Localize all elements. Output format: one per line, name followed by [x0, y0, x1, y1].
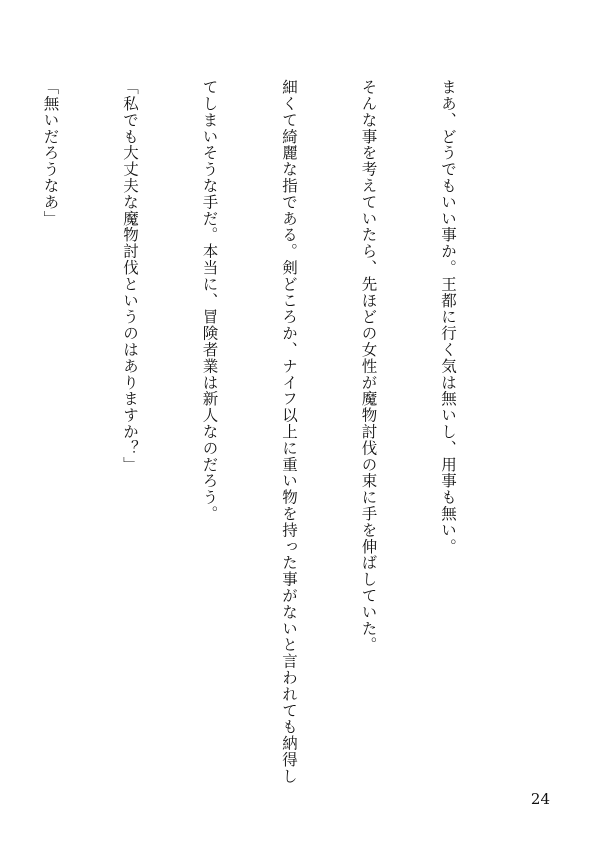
- page-number: 24: [530, 790, 550, 808]
- text-line: てしまいそうな手だ。本当に、冒険者業は新人なのだろう。: [200, 79, 219, 522]
- text-line: まあ、どうでもいい事か。王都に行く気は無いし、用事も無い。: [439, 79, 457, 555]
- text-line: 「私でも大丈夫な魔物討伐というのはありますか？」: [121, 79, 139, 473]
- text-line: そんな事を考えていたら、先ほどの女性が魔物討伐の束に手を伸ばしていた。: [359, 79, 378, 653]
- text-line: 「無いだろうなあ」: [41, 79, 60, 227]
- vertical-text-body: [41, 79, 514, 785]
- text-line: 細くて綺麗な指である。剣どころか、ナイフ以上に重い物を持った事がないと言われても納得し: [280, 79, 298, 785]
